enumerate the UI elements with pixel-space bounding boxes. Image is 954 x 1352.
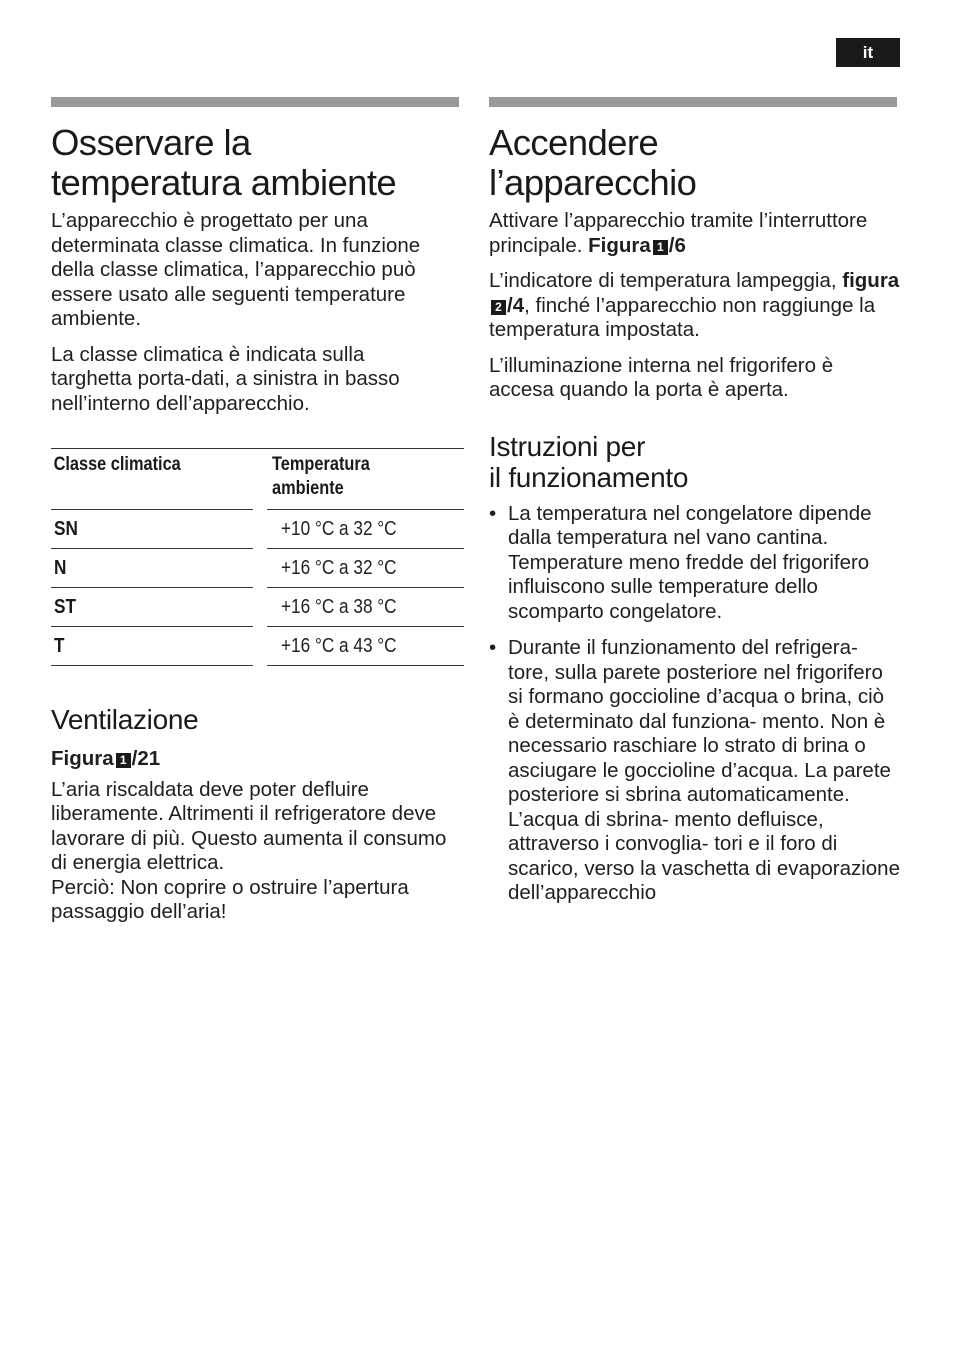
figure-reference: Figura 1 /21 xyxy=(51,747,161,770)
ventilation-section xyxy=(51,704,463,925)
table-row xyxy=(51,510,464,549)
column-header-class: Classe climatica xyxy=(51,449,231,510)
section-rule xyxy=(51,97,459,107)
section-title-ventilation: Ventilazione xyxy=(51,704,199,735)
paragraph-ventilation: L’aria riscaldata deve poter defluire liberamente. Altrimenti il refrigeratore deve lavorare di più. Questo aumenta il consumo di energia elettrica. xyxy=(51,777,447,874)
language-tab: it xyxy=(836,38,900,67)
climate-class-cell: SN xyxy=(54,517,78,540)
climate-class-cell: T xyxy=(54,634,65,657)
temperature-range-cell: +16 °C a 43 °C xyxy=(281,634,397,657)
paragraph-ventilation-warning: Perciò: Non coprire o ostruire l’apertura passaggio dell’aria! xyxy=(51,875,409,923)
climate-class-table xyxy=(51,448,464,666)
paragraph-main-switch: Attivare l’apparecchio tramite l’interruttore principale. Figura 1 /6 xyxy=(489,209,868,257)
list-item: • La temperatura nel congelatore dipende dalla temperatura nel vano cantina. Temperature meno fredde del frigorifero influiscono sulle temperature dello scomparto congelatore. xyxy=(489,502,901,625)
paragraph-temperature-indicator: L’indicatore di temperatura lampeggia, figura2 /4, finché l’apparecchio non raggiunge la temperatura impostata. xyxy=(489,269,900,341)
column-header-temperature: Temperatura ambiente xyxy=(260,449,435,510)
table-row xyxy=(51,549,464,588)
table-row xyxy=(51,627,464,666)
table-row xyxy=(51,588,464,627)
paragraph-climate-class: L’apparecchio è progettato per una determinata classe climatica. In funzione della classe climatica, l’apparecchio può essere usato alle seguenti temperature ambiente. xyxy=(51,209,421,330)
figure-reference: Figura 1 /6 xyxy=(588,233,686,257)
left-column xyxy=(51,97,463,416)
climate-class-cell: N xyxy=(54,556,67,579)
temperature-range-cell: +10 °C a 32 °C xyxy=(281,517,397,540)
paragraph-rating-plate: La classe climatica è indicata sulla targhetta porta-dati, a sinistra in basso nell’interno dell’apparecchio. xyxy=(51,342,400,415)
section-title-switch-on: Accendere l’apparecchio xyxy=(489,122,697,203)
section-rule xyxy=(489,97,897,107)
section-title-operating-instructions: Istruzioni per il funzionamento xyxy=(489,430,689,493)
list-item: • Durante il funzionamento del refrigera- tore, sulla parete posteriore nel frigorifero si formano goccioline d’acqua o brina, ciò è determinato dal funziona- mento. Non è necessario raschiare lo strato di brina o asciugare le goccioline d’acqua. La parete posteriore si sbrina automaticamente. L’acqua di sbrina- mento defluisce, attraverso i convoglia- tori e il foro di scarico, verso la vaschetta di evaporazione dell’apparecchio xyxy=(489,636,901,906)
figure-number-box: 2 xyxy=(491,300,506,315)
paragraph-interior-light: L’illuminazione interna nel frigorifero è accesa quando la porta è aperta. xyxy=(489,353,834,401)
instructions-list xyxy=(489,502,901,906)
right-column xyxy=(489,97,901,906)
section-title-ambient-temperature: Osservare la temperatura ambiente xyxy=(51,122,397,203)
figure-number-box: 1 xyxy=(653,240,668,255)
figure-reference: figura2 /4 xyxy=(489,269,899,317)
temperature-range-cell: +16 °C a 32 °C xyxy=(281,556,397,579)
climate-class-cell: ST xyxy=(54,595,76,618)
figure-number-box: 1 xyxy=(116,753,131,768)
temperature-range-cell: +16 °C a 38 °C xyxy=(281,595,397,618)
